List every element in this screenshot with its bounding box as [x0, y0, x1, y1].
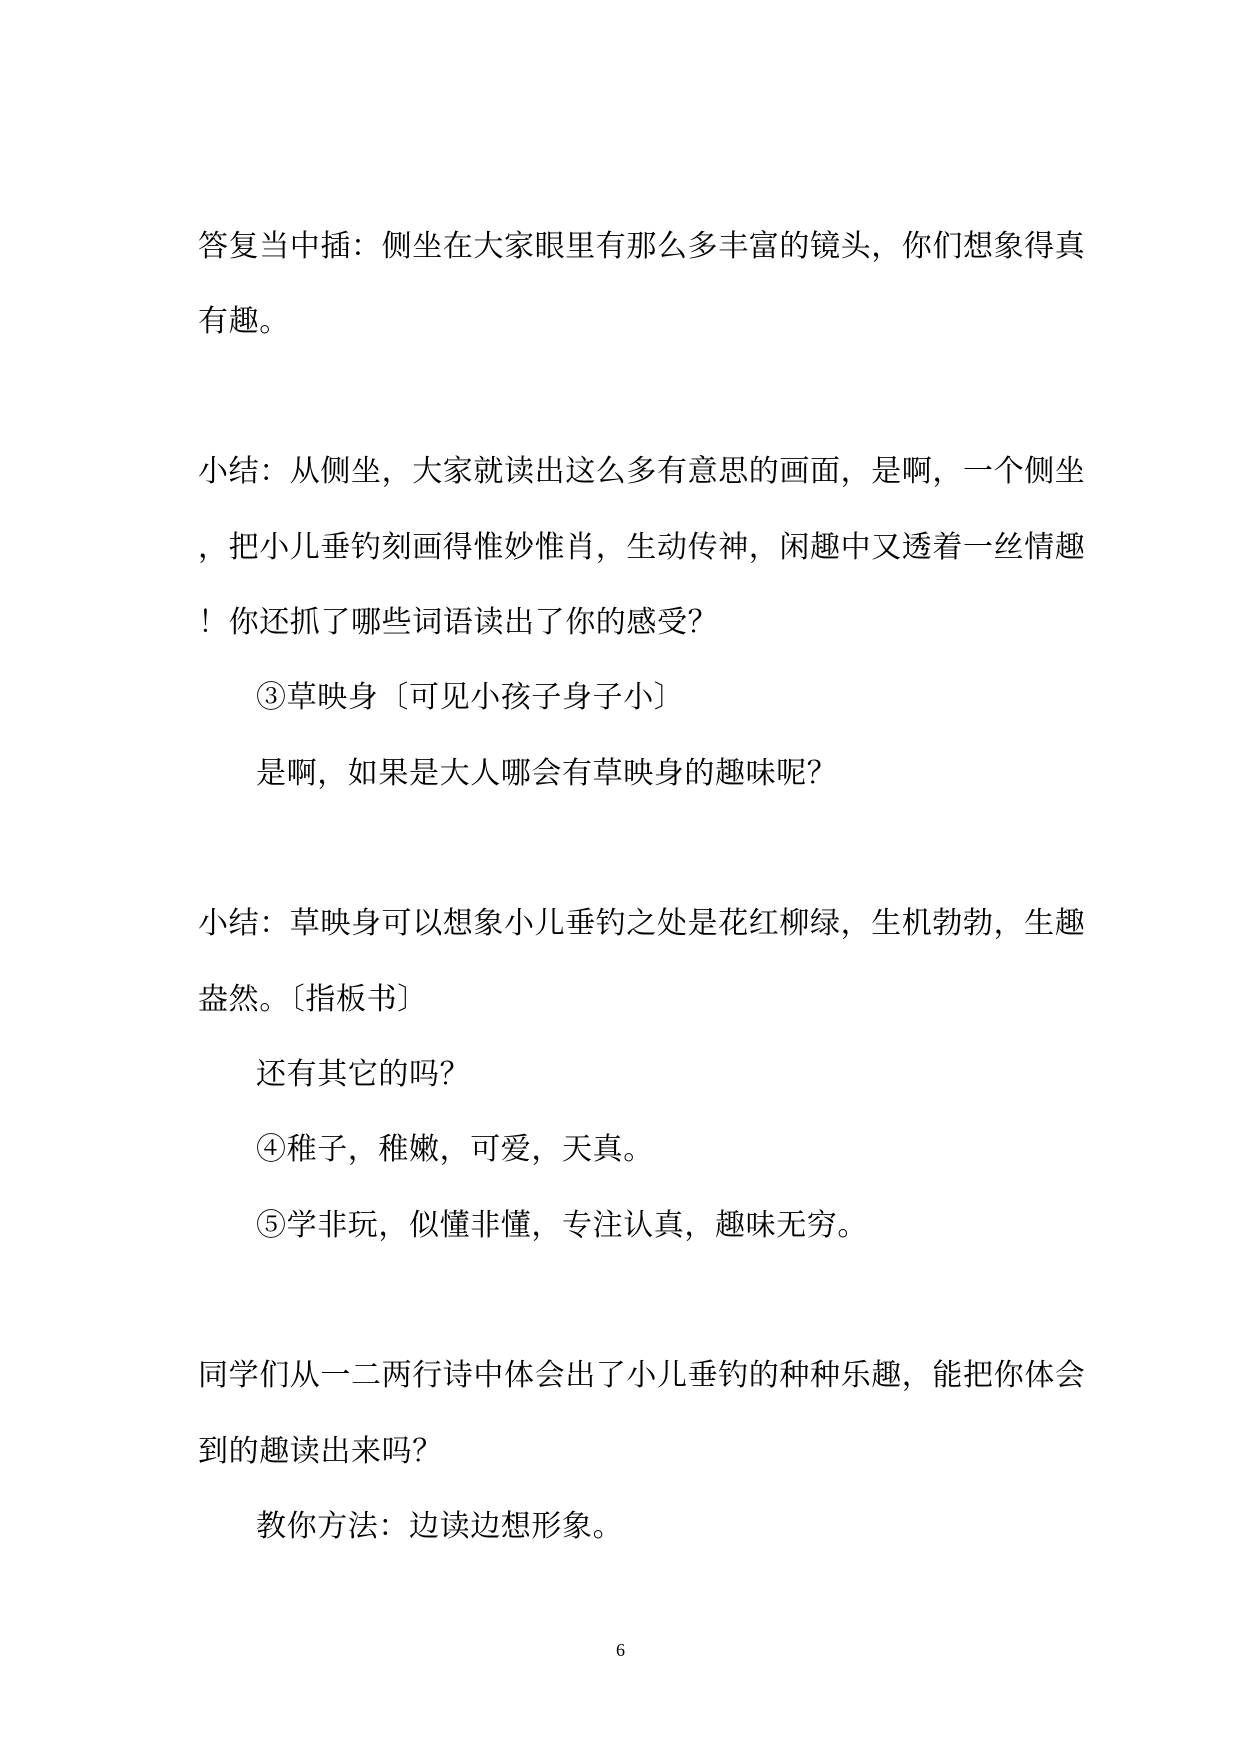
paragraph-line: 小结：草映身可以想象小儿垂钓之处是花红柳绿，生机勃勃，生趣: [198, 906, 1086, 941]
list-item: ④稚子，稚嫩，可爱，天真。: [256, 1132, 654, 1167]
paragraph-line: 同学们从一二两行诗中体会出了小儿垂钓的种种乐趣，能把你体会: [198, 1358, 1086, 1393]
paragraph-line: 到的趣读出来吗？: [198, 1434, 443, 1469]
paragraph-line: 盎然。〔指板书〕: [198, 982, 428, 1017]
list-item: ⑤学非玩，似懂非懂，专注认真，趣味无穷。: [256, 1208, 868, 1243]
paragraph-line: 答复当中插：侧坐在大家眼里有那么多丰富的镜头，你们想象得真: [198, 229, 1086, 264]
paragraph-line: 是啊，如果是大人哪会有草映身的趣味呢？: [256, 756, 838, 791]
list-item: ③草映身〔可见小孩子身子小〕: [256, 680, 685, 715]
paragraph-line: ，把小儿垂钓刻画得惟妙惟肖，生动传神，闲趣中又透着一丝情趣: [198, 530, 1086, 565]
page-number: 6: [616, 1640, 625, 1660]
paragraph-line: 教你方法：边读边想形象。: [256, 1509, 624, 1544]
paragraph-line: 有趣。: [198, 304, 290, 339]
paragraph-line: 小结：从侧坐，大家就读出这么多有意思的画面，是啊，一个侧坐: [198, 454, 1086, 489]
paragraph-line: ！你还抓了哪些词语读出了你的感受？: [198, 605, 719, 640]
paragraph-line: 还有其它的吗？: [256, 1057, 471, 1092]
